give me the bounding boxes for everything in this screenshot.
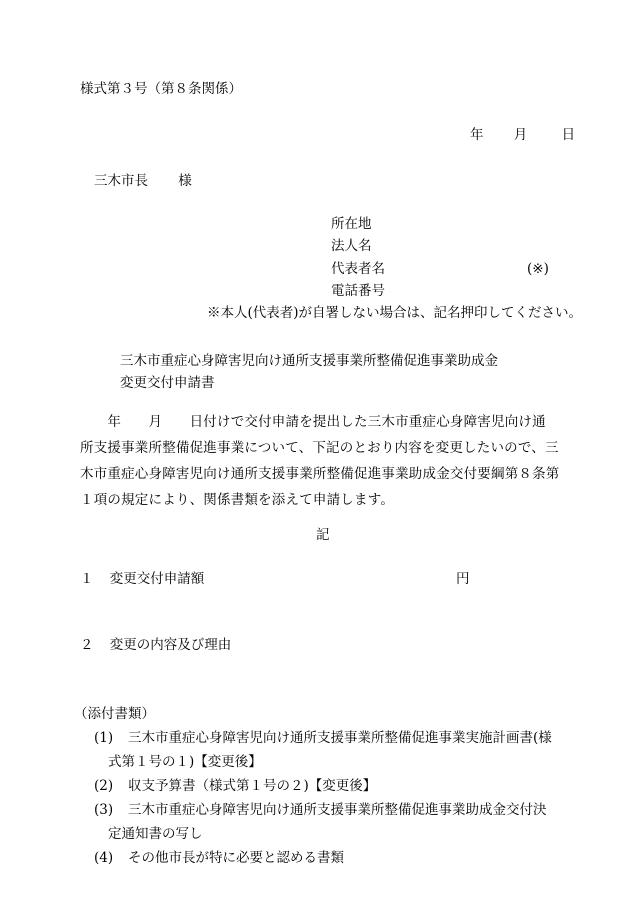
date-line xyxy=(470,127,575,143)
field-address: 所在地 xyxy=(331,216,372,232)
body-line-1: 年 月 日付けで交付申請を提出した三木市重症心身障害児向け通 xyxy=(80,414,546,430)
attachment-number: (3) xyxy=(94,802,114,818)
attachment-item xyxy=(80,798,580,846)
attachment-text-cont: 定通知書の写し xyxy=(108,826,203,842)
item-1-number: １ xyxy=(80,571,94,587)
field-corporation-name: 法人名 xyxy=(331,238,372,254)
date-year: 年 xyxy=(470,127,484,143)
item-2 xyxy=(80,637,231,653)
form-number: 様式第３号（第８条関係） xyxy=(80,81,242,97)
attachments-heading: （添付書類） xyxy=(74,706,155,722)
ki-heading: 記 xyxy=(316,527,330,543)
title-line-2: 変更交付申請書 xyxy=(120,375,215,391)
addressee-name: 三木市長 xyxy=(94,173,148,189)
item-1-label: 変更交付申請額 xyxy=(109,571,205,587)
attachment-text: 三木市重症心身障害児向け通所支援事業所整備促進事業助成金交付決 xyxy=(128,802,547,818)
title-line-1: 三木市重症心身障害児向け通所支援事業所整備促進事業助成金 xyxy=(120,353,498,369)
body-line-3: 木市重症心身障害児向け通所支援事業所整備促進事業助成金交付要綱第８条第 xyxy=(80,466,560,482)
body-paragraph xyxy=(80,409,570,513)
attachment-text: 収支予算書（様式第１号の２)【変更後】 xyxy=(128,778,377,794)
attachment-number: (4) xyxy=(94,850,114,866)
document-title xyxy=(120,350,498,394)
addressee-honorific: 様 xyxy=(178,173,192,189)
date-day: 日 xyxy=(561,127,576,143)
attachment-item xyxy=(80,726,580,774)
body-line-4: １項の規定により、関係書類を添えて申請します。 xyxy=(80,492,395,508)
attachment-text-cont: 式第１号の１)【変更後】 xyxy=(108,754,262,770)
signature-note: ※本人(代表者)が自署しない場合は、記名押印してください。 xyxy=(207,305,583,321)
date-month: 月 xyxy=(513,127,528,143)
field-phone: 電話番号 xyxy=(331,283,385,299)
field-representative: 代表者名 xyxy=(331,261,385,277)
attachment-text: その他市長が特に必要と認める書類 xyxy=(128,850,344,866)
item-2-label: 変更の内容及び理由 xyxy=(109,637,232,653)
attachment-item xyxy=(80,846,580,870)
item-2-number: ２ xyxy=(80,637,94,653)
attachments xyxy=(74,702,580,870)
item-1 xyxy=(80,571,204,587)
seal-mark: (※) xyxy=(527,261,549,277)
addressee xyxy=(94,173,192,189)
item-1-unit: 円 xyxy=(456,571,470,587)
attachment-number: (1) xyxy=(94,730,114,746)
attachment-item xyxy=(80,774,580,798)
body-line-2: 所支援事業所整備促進事業について、下記のとおり内容を変更したいので、三 xyxy=(80,440,559,456)
attachment-text: 三木市重症心身障害児向け通所支援事業所整備促進事業実施計画書(様 xyxy=(128,730,552,746)
attachment-number: (2) xyxy=(94,778,114,794)
